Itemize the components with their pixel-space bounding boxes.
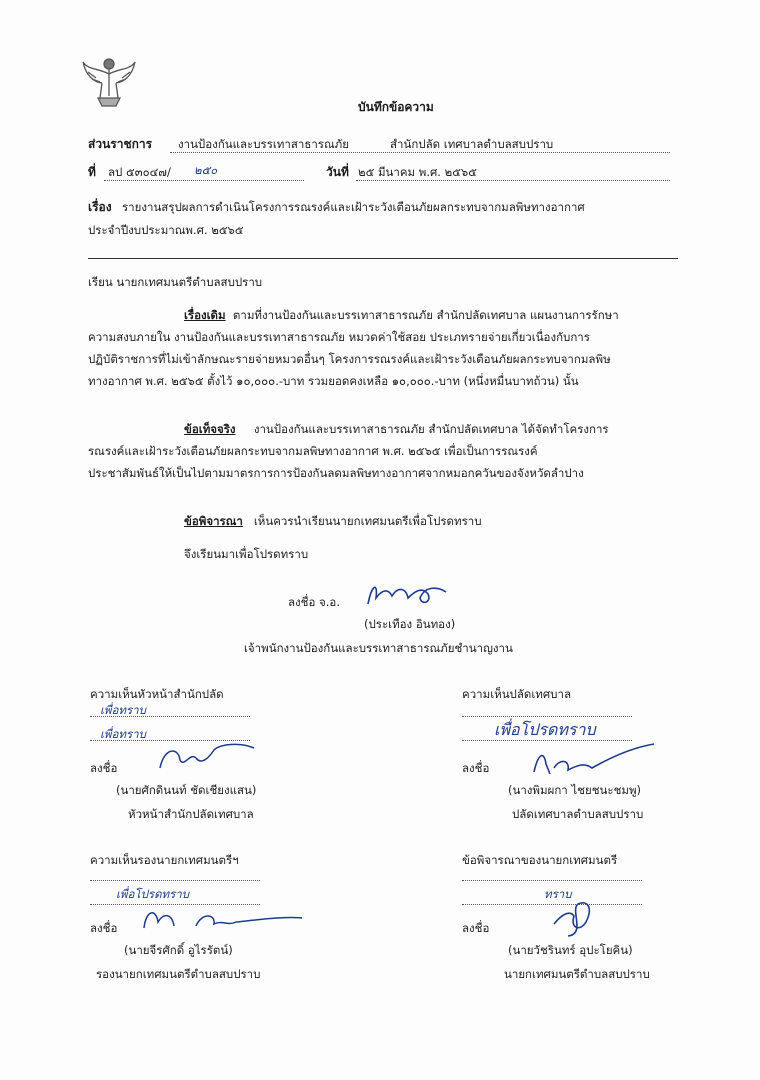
approval-name: (นางพิมผกา ไชยชนะชมพู) [508, 783, 642, 797]
approval-hand-note: ทราบ [544, 887, 572, 901]
subject-line-2: ประจำปีงบประมาณพ.ศ. ๒๕๖๕ [88, 223, 244, 237]
memo-title: บันทึกข้อความ [358, 100, 434, 114]
date-value: ๒๕ มีนาคม พ.ศ. ๒๕๖๕ [358, 165, 477, 179]
garuda-emblem-icon [80, 52, 138, 110]
signer-signature-icon [362, 578, 452, 612]
facts-line: รณรงค์และเฝ้าระวังเตือนภัยผลกระทบจากมลพิษทางอากาศ พ.ศ. ๒๕๖๕ เพื่อเป็นการรณรงค์ [88, 444, 538, 458]
subject-label: เรื่อง [88, 200, 112, 214]
chief-signature-icon [150, 738, 260, 778]
date-dotline [356, 180, 670, 181]
approval-hand-note: เพื่อโปรดทราบ [116, 887, 190, 901]
signer-name: (ประเทือง อินทอง) [364, 617, 456, 631]
ref-label: ที่ [88, 165, 96, 179]
background-label: เรื่องเดิม [184, 308, 226, 322]
subject-line-1: รายงานสรุปผลการดำเนินโครงการรณรงค์และเฝ้าระวังเตือนภัยผลกระทบจากมลพิษทางอากาศ [122, 200, 585, 214]
facts-label: ข้อเท็จจริง [184, 422, 236, 436]
approval-heading-mayor: ข้อพิจารณาของนายกเทศมนตรี [462, 853, 618, 867]
approval-hand-note: เพื่อทราบ [100, 727, 146, 741]
facts-line: ประชาสัมพันธ์ให้เป็นไปตามมาตรการการป้องกันลดมลพิษทางอากาศจากหมอกควันของจังหวัดลำปาง [88, 466, 584, 480]
consider-label: ข้อพิจารณา [184, 514, 243, 528]
background-line: ทางอากาศ พ.ศ. ๒๕๖๕ ตั้งไว้ ๑๐,๐๐๐.-บาท รวมยอดคงเหลือ ๑๐,๐๐๐.-บาท (หนึ่งหมื่นบาทถ้วน) นั้น [88, 374, 579, 388]
approval-position: ปลัดเทศบาลตำบลสบปราบ [512, 807, 644, 821]
background-line: ปฏิบัติราชการที่ไม่เข้าลักษณะรายจ่ายหมวดอื่นๆ โครงการรณรงค์และเฝ้าระวังเตือนภัยผลกระทบจากมลพิษ [88, 352, 611, 366]
agency-office: สำนักปลัด เทศบาลตำบลสบปราบ [390, 137, 554, 151]
background-line: ความสงบภายใน งานป้องกันและบรรเทาสาธารณภัย หมวดค่าใช้สอย ประเภทรายจ่ายเกี่ยวเนื่องกับการ [88, 330, 590, 344]
approval-sign-label: ลงชื่อ [462, 921, 490, 935]
mayor-signature-icon [540, 896, 610, 940]
consider-text: เห็นควรนำเรียนนายกเทศมนตรีเพื่อโปรดทราบ [253, 514, 482, 528]
approval-dotline [462, 716, 632, 717]
consider-paragraph [88, 510, 482, 532]
date-label: วันที่ [326, 165, 349, 179]
approval-heading-deputy-clerk: ความเห็นปลัดเทศบาล [462, 687, 571, 701]
ref-handwritten-number: ๒๕๐ [194, 163, 218, 177]
approval-name: (นายจีรศักดิ์ อูไรรัตน์) [124, 943, 233, 957]
background-line: ตามที่งานป้องกันและบรรเทาสาธารณภัย สำนักปลัดเทศบาล แผนงานการรักษา [232, 308, 619, 322]
salutation: เรียน นายกเทศมนตรีตำบลสบปราบ [88, 275, 263, 289]
approval-name: (นายศักดินนท์ ชัดเชียงแสน) [116, 783, 257, 797]
approval-dotline [90, 880, 260, 881]
approval-sign-label: ลงชื่อ [90, 761, 118, 775]
approval-position: นายกเทศมนตรีตำบลสบปราบ [504, 967, 650, 981]
ref-dotline [104, 180, 304, 181]
deputy-clerk-signature-icon [520, 740, 660, 780]
signer-position: เจ้าพนักงานป้องกันและบรรเทาสาธารณภัยชำนาญงาน [244, 641, 513, 655]
approval-hand-note: เพื่อทราบ [100, 703, 146, 717]
approval-dotline [90, 716, 250, 717]
closing-line: จึงเรียนมาเพื่อโปรดทราบ [184, 547, 309, 561]
deputy-mayor-signature-icon [136, 902, 306, 938]
approval-hand-note: เพื่อโปรดทราบ [494, 720, 596, 739]
agency-value: งานป้องกันและบรรเทาสาธารณภัย [178, 137, 349, 151]
background-paragraph [88, 304, 619, 392]
approval-sign-label: ลงชื่อ [462, 761, 490, 775]
agency-label: ส่วนราชการ [88, 137, 153, 151]
approval-sign-label: ลงชื่อ [90, 921, 118, 935]
approval-heading-deputy-mayor: ความเห็นรองนายกเทศมนตรีฯ [90, 853, 239, 867]
facts-paragraph [88, 418, 609, 484]
approval-position: รองนายกเทศมนตรีตำบลสบปราบ [96, 967, 261, 981]
approval-position: หัวหน้าสำนักปลัดเทศบาล [128, 807, 254, 821]
approval-name: (นายวัชรินทร์ อุปะโยคิน) [508, 943, 633, 957]
header-divider [88, 258, 678, 259]
signer-sign-label: ลงชื่อ จ.อ. [288, 595, 340, 609]
approval-heading-chief: ความเห็นหัวหน้าสำนักปลัด [90, 687, 224, 701]
agency-dotline [170, 152, 670, 153]
ref-value: ลป ๕๓๐๔๗/ [108, 165, 171, 179]
facts-line: งานป้องกันและบรรเทาสาธารณภัย สำนักปลัดเทศบาล ได้จัดทำโครงการ [253, 422, 609, 436]
approval-dotline [462, 880, 642, 881]
